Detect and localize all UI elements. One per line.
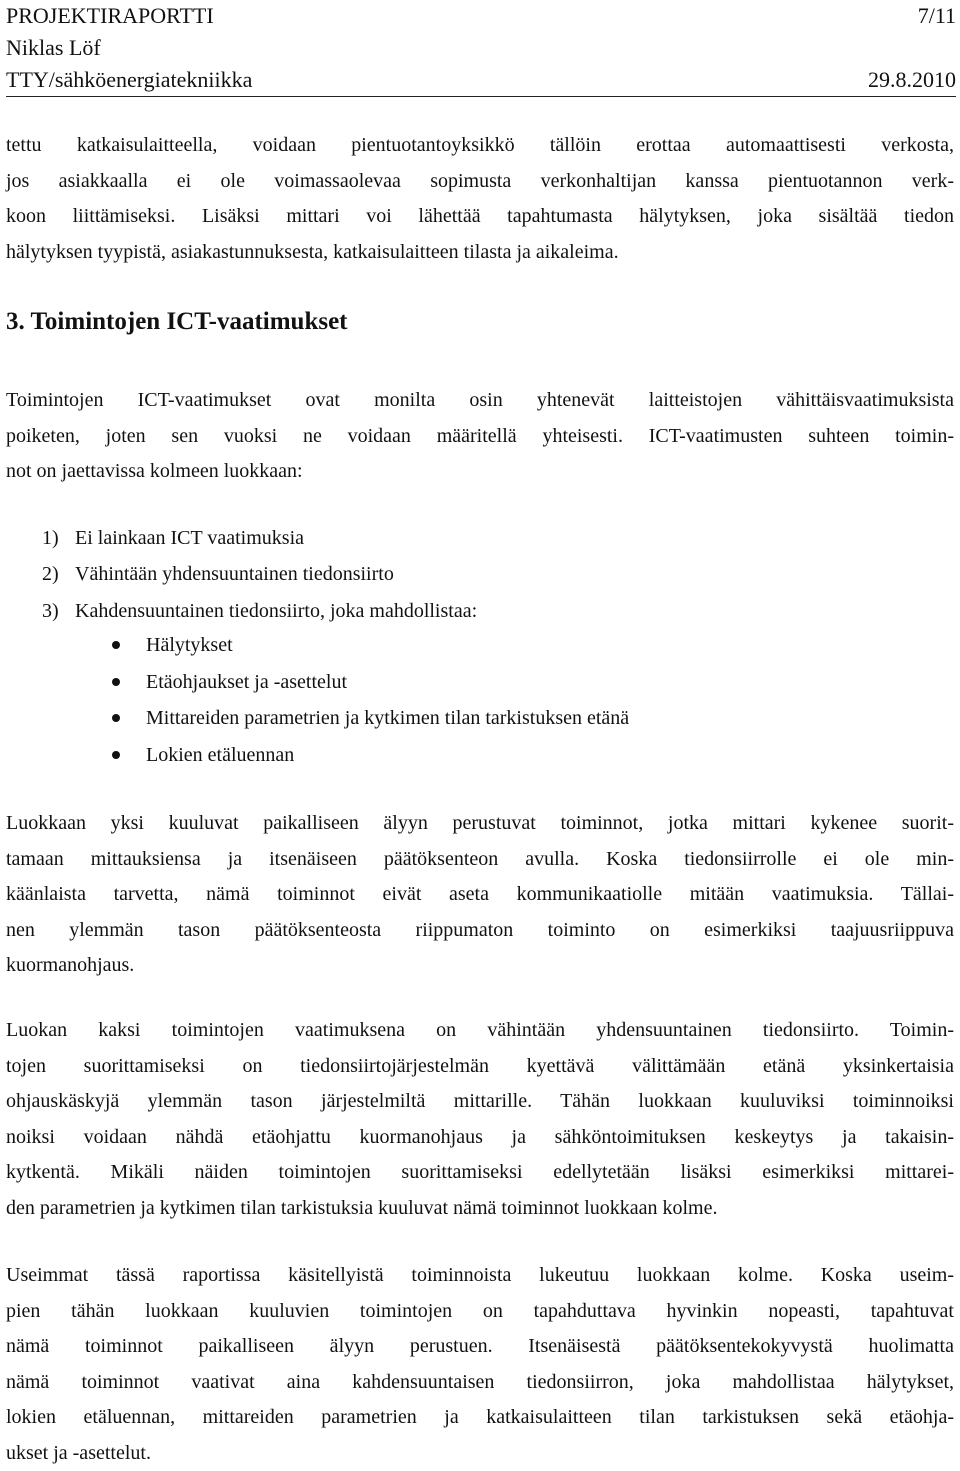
text-line: koon liittämiseksi. Lisäksi mittari voi lähettää tapahtumasta hälytyksen, joka sisältää tiedon <box>6 199 954 235</box>
text-line: Luokkaan yksi kuuluvat paikalliseen älyyn perustuvat toiminnot, jotka mittari kykenee suorit- <box>6 806 954 842</box>
list-item-text: Ei lainkaan ICT vaatimuksia <box>75 527 304 549</box>
text-line: Toimintojen ICT-vaatimukset ovat monilta osin yhtenevät laitteistojen vähittäisvaatimuksista <box>6 383 954 419</box>
report-title: PROJEKTIRAPORTTI <box>6 0 214 32</box>
bullet-item <box>112 664 629 701</box>
bullet-icon <box>112 714 120 722</box>
bullet-item <box>112 700 629 737</box>
page-number: 7/11 <box>918 0 956 32</box>
text-line: den parametrien ja kytkimen tilan tarkistuksia kuuluvat nämä toiminnot luokkaan kolme. <box>6 1191 954 1227</box>
text-line: jos asiakkaalla ei ole voimassaolevaa sopimusta verkonhaltijan kanssa pientuotannon verk- <box>6 164 954 200</box>
header-row-3 <box>6 64 956 96</box>
list-item <box>42 520 477 556</box>
report-date: 29.8.2010 <box>868 64 956 96</box>
list-item-text: Vähintään yhdensuuntainen tiedonsiirto <box>75 563 394 585</box>
text-line: nämä toiminnot vaativat aina kahdensuuntaisen tiedonsiirron, joka mahdollistaa hälytykset, <box>6 1365 954 1401</box>
text-line: hälytyksen tyypistä, asiakastunnuksesta, katkaisulaitteen tilasta ja aikaleima. <box>6 235 954 271</box>
text-line: Useimmat tässä raportissa käsitellyistä toiminnoista lukeutuu luokkaan kolme. Koska useim- <box>6 1258 954 1294</box>
department-name: TTY/sähköenergiatekniikka <box>6 64 252 96</box>
intro-paragraph <box>6 128 954 270</box>
text-line: tettu katkaisulaitteella, voidaan pientuotantoyksikkö tällöin erottaa automaattisesti verkosta, <box>6 128 954 164</box>
text-line: Luokan kaksi toimintojen vaatimuksena on vähintään yhdensuuntainen tiedonsiirto. Toimin- <box>6 1013 954 1049</box>
header-divider <box>6 96 956 97</box>
bullet-item-text: Hälytykset <box>146 634 233 656</box>
bullet-item-text: Mittareiden parametrien ja kytkimen tilan tarkistuksen etänä <box>146 707 629 729</box>
text-line: kytkentä. Mikäli näiden toimintojen suorittamiseksi edellytetään lisäksi esimerkiksi mittarei- <box>6 1155 954 1191</box>
numbered-list <box>42 520 477 629</box>
list-number: 3) <box>42 593 75 629</box>
bullet-list <box>112 627 629 773</box>
text-line: ohjauskäskyjä ylemmän tason järjestelmiltä mittarille. Tähän luokkaan kuuluviksi toiminnoiksi <box>6 1084 954 1120</box>
text-line: tamaan mittauksiensa ja itsenäiseen päätöksenteon avulla. Koska tiedonsiirrolle ei ole min- <box>6 842 954 878</box>
class-three-paragraph <box>6 1258 954 1471</box>
text-line: noiksi voidaan nähdä etäohjattu kuormanohjaus ja sähköntoimituksen keskeytys ja takaisin- <box>6 1120 954 1156</box>
list-item-text: Kahdensuuntainen tiedonsiirto, joka mahdollistaa: <box>75 600 477 622</box>
list-item <box>42 593 477 629</box>
text-line: nämä toiminnot paikalliseen älyyn perustuen. Itsenäisestä päätöksentekokyvystä huolimatta <box>6 1329 954 1365</box>
text-line: käänlaista tarvetta, nämä toiminnot eivät aseta kommunikaatiolle mitään vaatimuksia. Tällai- <box>6 877 954 913</box>
bullet-item-text: Etäohjaukset ja -asettelut <box>146 671 347 693</box>
text-line: kuormanohjaus. <box>6 948 954 984</box>
list-item <box>42 556 477 592</box>
author-name: Niklas Löf <box>6 32 101 64</box>
text-line: pien tähän luokkaan kuuluvien toimintojen on tapahduttava hyvinkin nopeasti, tapahtuvat <box>6 1294 954 1330</box>
text-line: not on jaettavissa kolmeen luokkaan: <box>6 454 954 490</box>
header-row-1 <box>6 0 956 32</box>
class-two-paragraph <box>6 1013 954 1226</box>
bullet-item <box>112 627 629 664</box>
list-number: 1) <box>42 520 75 556</box>
page-header <box>6 0 956 96</box>
text-line: ukset ja -asettelut. <box>6 1436 954 1471</box>
bullet-item <box>112 737 629 774</box>
list-number: 2) <box>42 556 75 592</box>
text-line: nen ylemmän tason päätöksenteosta riippumaton toiminto on esimerkiksi taajuusriippuva <box>6 913 954 949</box>
bullet-icon <box>112 678 120 686</box>
header-row-2 <box>6 32 956 64</box>
bullet-item-text: Lokien etäluennan <box>146 744 294 766</box>
text-line: poiketen, joten sen vuoksi ne voidaan määritellä yhteisesti. ICT-vaatimusten suhteen toimin- <box>6 419 954 455</box>
text-line: tojen suorittamiseksi on tiedonsiirtojärjestelmän kyettävä välittämään etänä yksinkertaisia <box>6 1049 954 1085</box>
section-heading: 3. Toimintojen ICT-vaatimukset <box>6 304 348 340</box>
text-line: lokien etäluennan, mittareiden parametrien ja katkaisulaitteen tilan tarkistuksen sekä etäohja- <box>6 1400 954 1436</box>
class-one-paragraph <box>6 806 954 984</box>
section-intro-paragraph <box>6 383 954 490</box>
bullet-icon <box>112 641 120 649</box>
bullet-icon <box>112 751 120 759</box>
